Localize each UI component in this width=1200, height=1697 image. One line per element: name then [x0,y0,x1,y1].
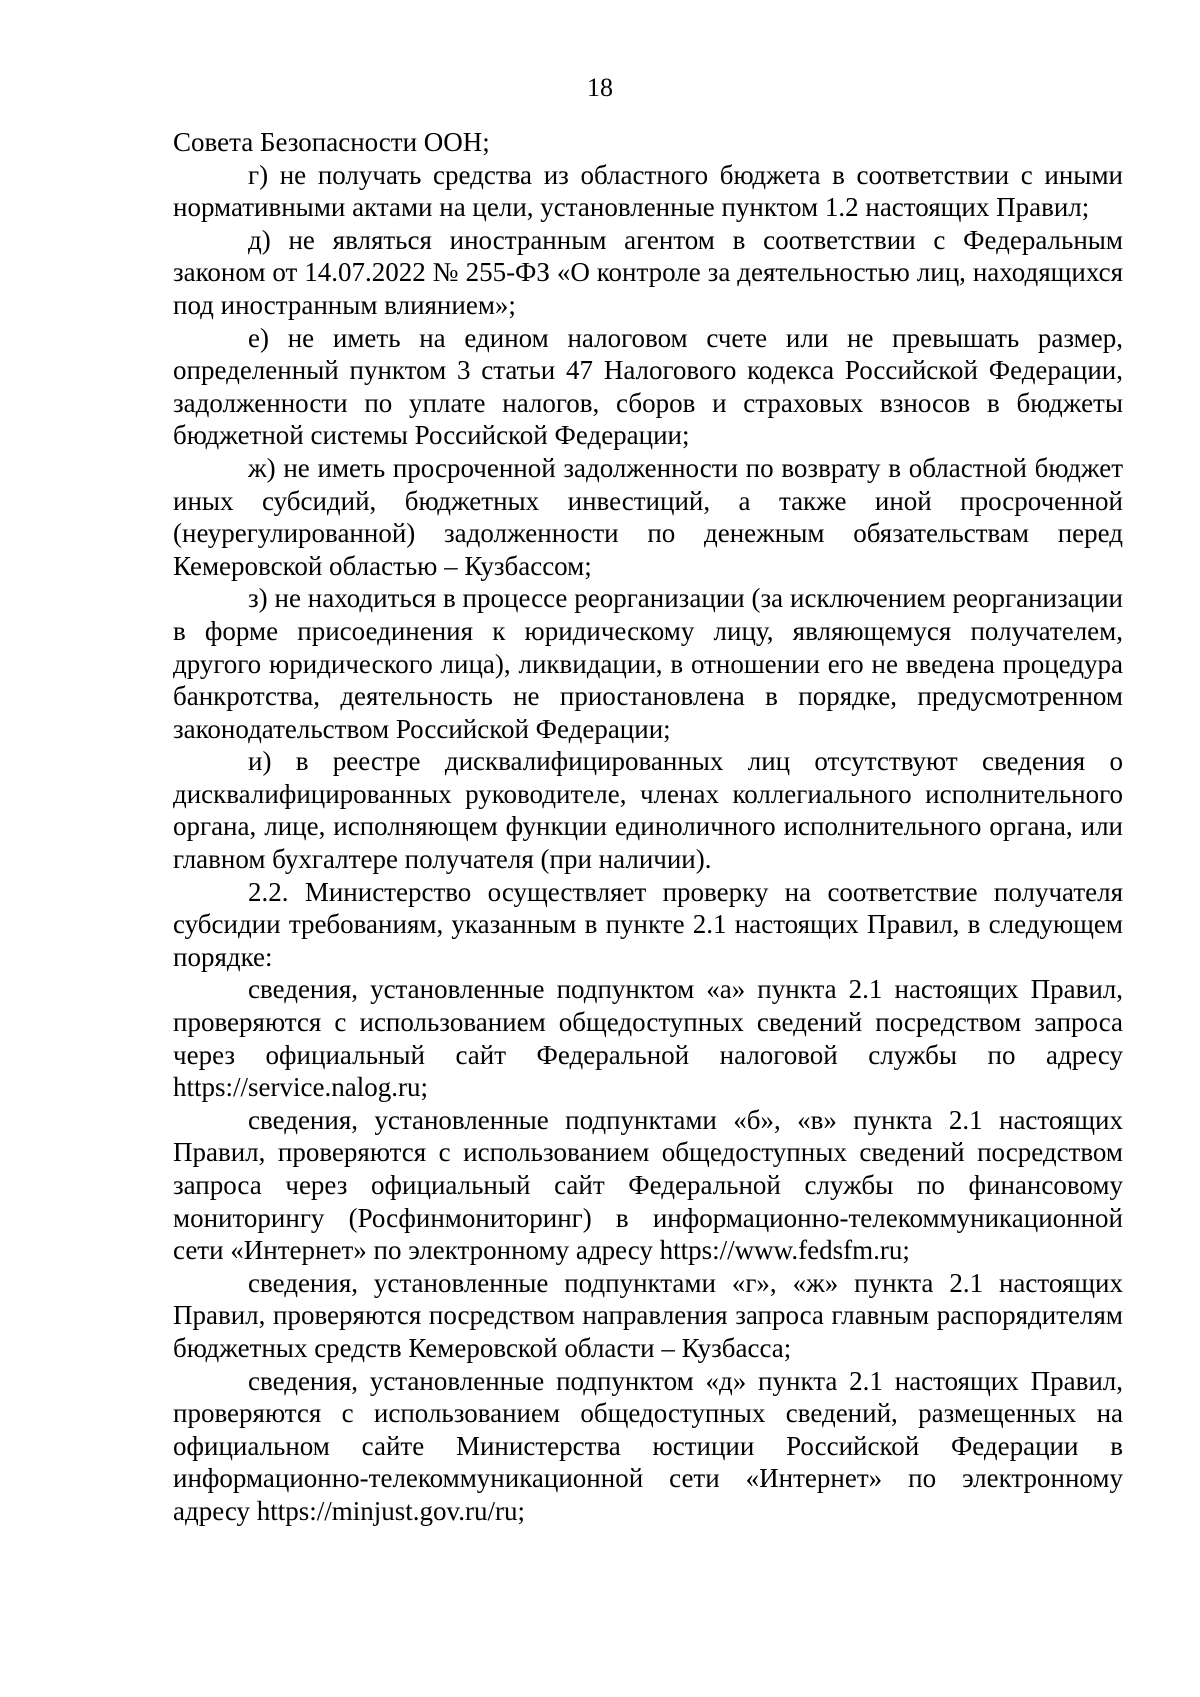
paragraph-item-e: е) не иметь на едином налоговом счете или не превышать размер, определенный пунктом 3 статьи 47 Налогового кодекса Российской Федерации, задолженности по уплате налогов, сборов и страховых взносов в бюджеты бюджетной системы Российской Федерации; [173,322,1123,451]
document-body [173,126,1123,1528]
paragraph-item-i: и) в реестре дисквалифицированных лиц отсутствуют сведения о дисквалифицированных руководителе, членах коллегиального исполнительного органа, лице, исполняющем функции единоличного исполнительного органа, или главном бухгалтере получателя (при наличии). [173,746,1123,875]
paragraph-continuation: Совета Безопасности ООН; [173,127,490,157]
paragraph-check-d: сведения, установленные подпунктом «д» пункта 2.1 настоящих Правил, проверяются с использованием общедоступных сведений, размещенных на официальном сайте Министерства юстиции Российской Федерации в информационно-телекоммуникационной сети «Интернет» по электронному адресу https://minjust.gov.ru/ru; [173,1365,1123,1526]
paragraph-item-z: з) не находиться в процессе реорганизации (за исключением реорганизации в форме присоединения к юридическому лицу, являющемуся получателем, другого юридического лица), ликвидации, в отношении его не введена процедура банкротства, деятельность не приостановлена в порядке, предусмотренном законодательством Российской Федерации; [173,583,1123,744]
paragraph-check-a: сведения, установленные подпунктом «а» пункта 2.1 настоящих Правил, проверяются с использованием общедоступных сведений посредством запроса через официальный сайт Федеральной налоговой службы по адресу https://service.nalog.ru; [173,974,1123,1103]
paragraph-item-zh: ж) не иметь просроченной задолженности по возврату в областной бюджет иных субсидий, бюджетных инвестиций, а также иной просроченной (неурегулированной) задолженности по денежным обязательствам перед Кемеровской областью – Кузбассом; [173,452,1123,581]
page-number: 18 [587,73,613,102]
paragraph-section-2-2: 2.2. Министерство осуществляет проверку на соответствие получателя субсидии требованиям, указанным в пункте 2.1 настоящих Правил, в следующем порядке: [173,876,1123,972]
paragraph-item-g: г) не получать средства из областного бюджета в соответствии с иными нормативными актами на цели, установленные пунктом 1.2 настоящих Правил; [173,159,1123,223]
paragraph-item-d: д) не являться иностранным агентом в соответствии с Федеральным законом от 14.07.2022 № 255-ФЗ «О контроле за деятельностью лиц, находящихся под иностранным влиянием»; [173,224,1123,320]
paragraph-check-g-zh: сведения, установленные подпунктами «г», «ж» пункта 2.1 настоящих Правил, проверяются посредством направления запроса главным распорядителям бюджетных средств Кемеровской области – Кузбасса; [173,1267,1123,1363]
paragraph-check-b-v: сведения, установленные подпунктами «б», «в» пункта 2.1 настоящих Правил, проверяются с использованием общедоступных сведений посредством запроса через официальный сайт Федеральной службы по финансовому мониторингу (Росфинмониторинг) в информационно-телекоммуникационной сети «Интернет» по электронному адресу https://www.fedsfm.ru; [173,1104,1123,1266]
